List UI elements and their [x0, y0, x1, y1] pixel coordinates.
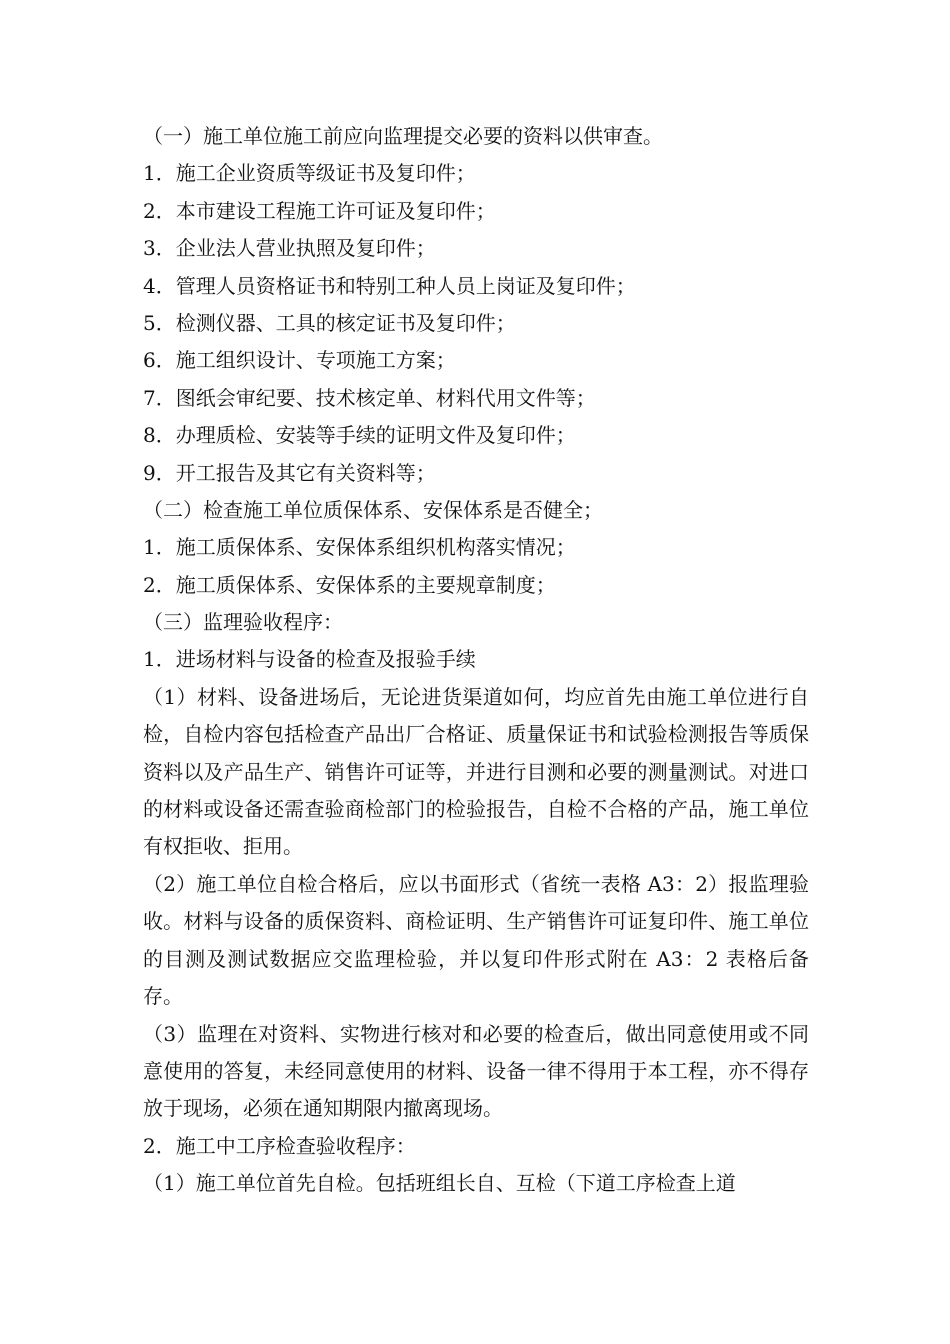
list-item: （1）施工单位首先自检。包括班组长自、互检（下道工序检查上道	[143, 1171, 736, 1196]
list-item: 6．施工组织设计、专项施工方案；	[143, 348, 456, 373]
list-item: 3．企业法人营业执照及复印件；	[143, 236, 436, 261]
paragraph-2: （2）施工单位自检合格后，应以书面形式（省统一表格 A3：2）报监理验收。材料与设备的质保资料、商检证明、生产销售许可证复印件、施工单位的目测及测试数据应交监理检验，并以复印件形式附在 A3：2 表格后备存。	[143, 871, 809, 1009]
list-item: 1．施工企业资质等级证书及复印件；	[143, 161, 476, 186]
list-item: 2．本市建设工程施工许可证及复印件；	[143, 198, 496, 223]
list-item: 7．图纸会审纪要、技术核定单、材料代用文件等；	[143, 385, 596, 410]
list-item: 9．开工报告及其它有关资料等；	[143, 460, 436, 485]
list-item: 1．施工质保体系、安保体系组织机构落实情况；	[143, 535, 576, 560]
document-body	[143, 118, 813, 1203]
list-item: 2．施工中工序检查验收程序：	[143, 1133, 416, 1158]
section-heading-3: （三）监理验收程序：	[143, 610, 343, 635]
list-item: 2．施工质保体系、安保体系的主要规章制度；	[143, 572, 556, 597]
list-item: 1．进场材料与设备的检查及报验手续	[143, 647, 476, 672]
list-item: 5．检测仪器、工具的核定证书及复印件；	[143, 310, 516, 335]
paragraph-1: （1）材料、设备进场后，无论进货渠道如何，均应首先由施工单位进行自检，自检内容包括检查产品出厂合格证、质量保证书和试验检测报告等质保资料以及产品生产、销售许可证等，并进行目测和必要的测量测试。对进口的材料或设备还需查验商检部门的检验报告，自检不合格的产品，施工单位有权拒收、拒用。	[143, 684, 809, 859]
section-heading-1: （一）施工单位施工前应向监理提交必要的资料以供审查。	[143, 124, 663, 148]
list-item: 8．办理质检、安装等手续的证明文件及复印件；	[143, 423, 576, 448]
section-heading-2: （二）检查施工单位质保体系、安保体系是否健全；	[143, 497, 603, 522]
paragraph-3: （3）监理在对资料、实物进行核对和必要的检查后，做出同意使用或不同意使用的答复，未经同意使用的材料、设备一律不得用于本工程，亦不得存放于现场，必须在通知期限内撤离现场。	[143, 1021, 809, 1121]
list-item: 4．管理人员资格证书和特别工种人员上岗证及复印件；	[143, 273, 636, 298]
